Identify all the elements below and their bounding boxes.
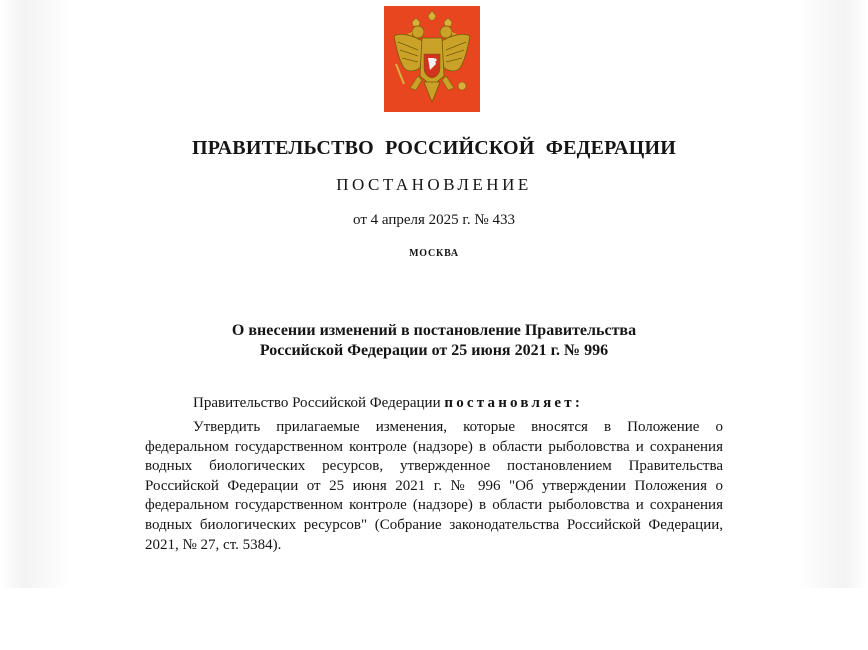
- subject-line-1: О внесении изменений в постановление Правительства: [231, 322, 637, 339]
- preamble-verb: постановляет:: [444, 395, 584, 411]
- city-name: МОСКВА: [409, 248, 459, 259]
- document-date-number: от 4 апреля 2025 г. № 433: [353, 212, 515, 228]
- preamble: [193, 395, 583, 412]
- government-title: ПРАВИТЕЛЬСТВО РОССИЙСКОЙ ФЕДЕРАЦИИ: [192, 137, 676, 159]
- subject-line-2: Российской Федерации от 25 июня 2021 г. № 996: [259, 342, 609, 359]
- document-type: ПОСТАНОВЛЕНИЕ: [336, 175, 532, 194]
- body-paragraph: Утвердить прилагаемые изменения, которые вносятся в Положение о федеральном государственном контроле (надзоре) в области рыболовства и сохранения водных биологических ресурсов, утвержденное постановлением Правительства Российской Федерации от 25 июня 2021 г. № 996 "Об утверждении Положения о федеральном государственном контроле (надзоре) в области рыболовства и сохранения водных биологических ресурсов" (Собрание законодательства Российской Федерации, 2021, № 27, ст. 5384).: [145, 419, 723, 553]
- document-subject: [0, 321, 868, 361]
- preamble-lead: Правительство Российской Федерации: [193, 395, 445, 411]
- bottom-margin: [0, 588, 868, 650]
- russian-coat-of-arms-icon: [384, 6, 480, 112]
